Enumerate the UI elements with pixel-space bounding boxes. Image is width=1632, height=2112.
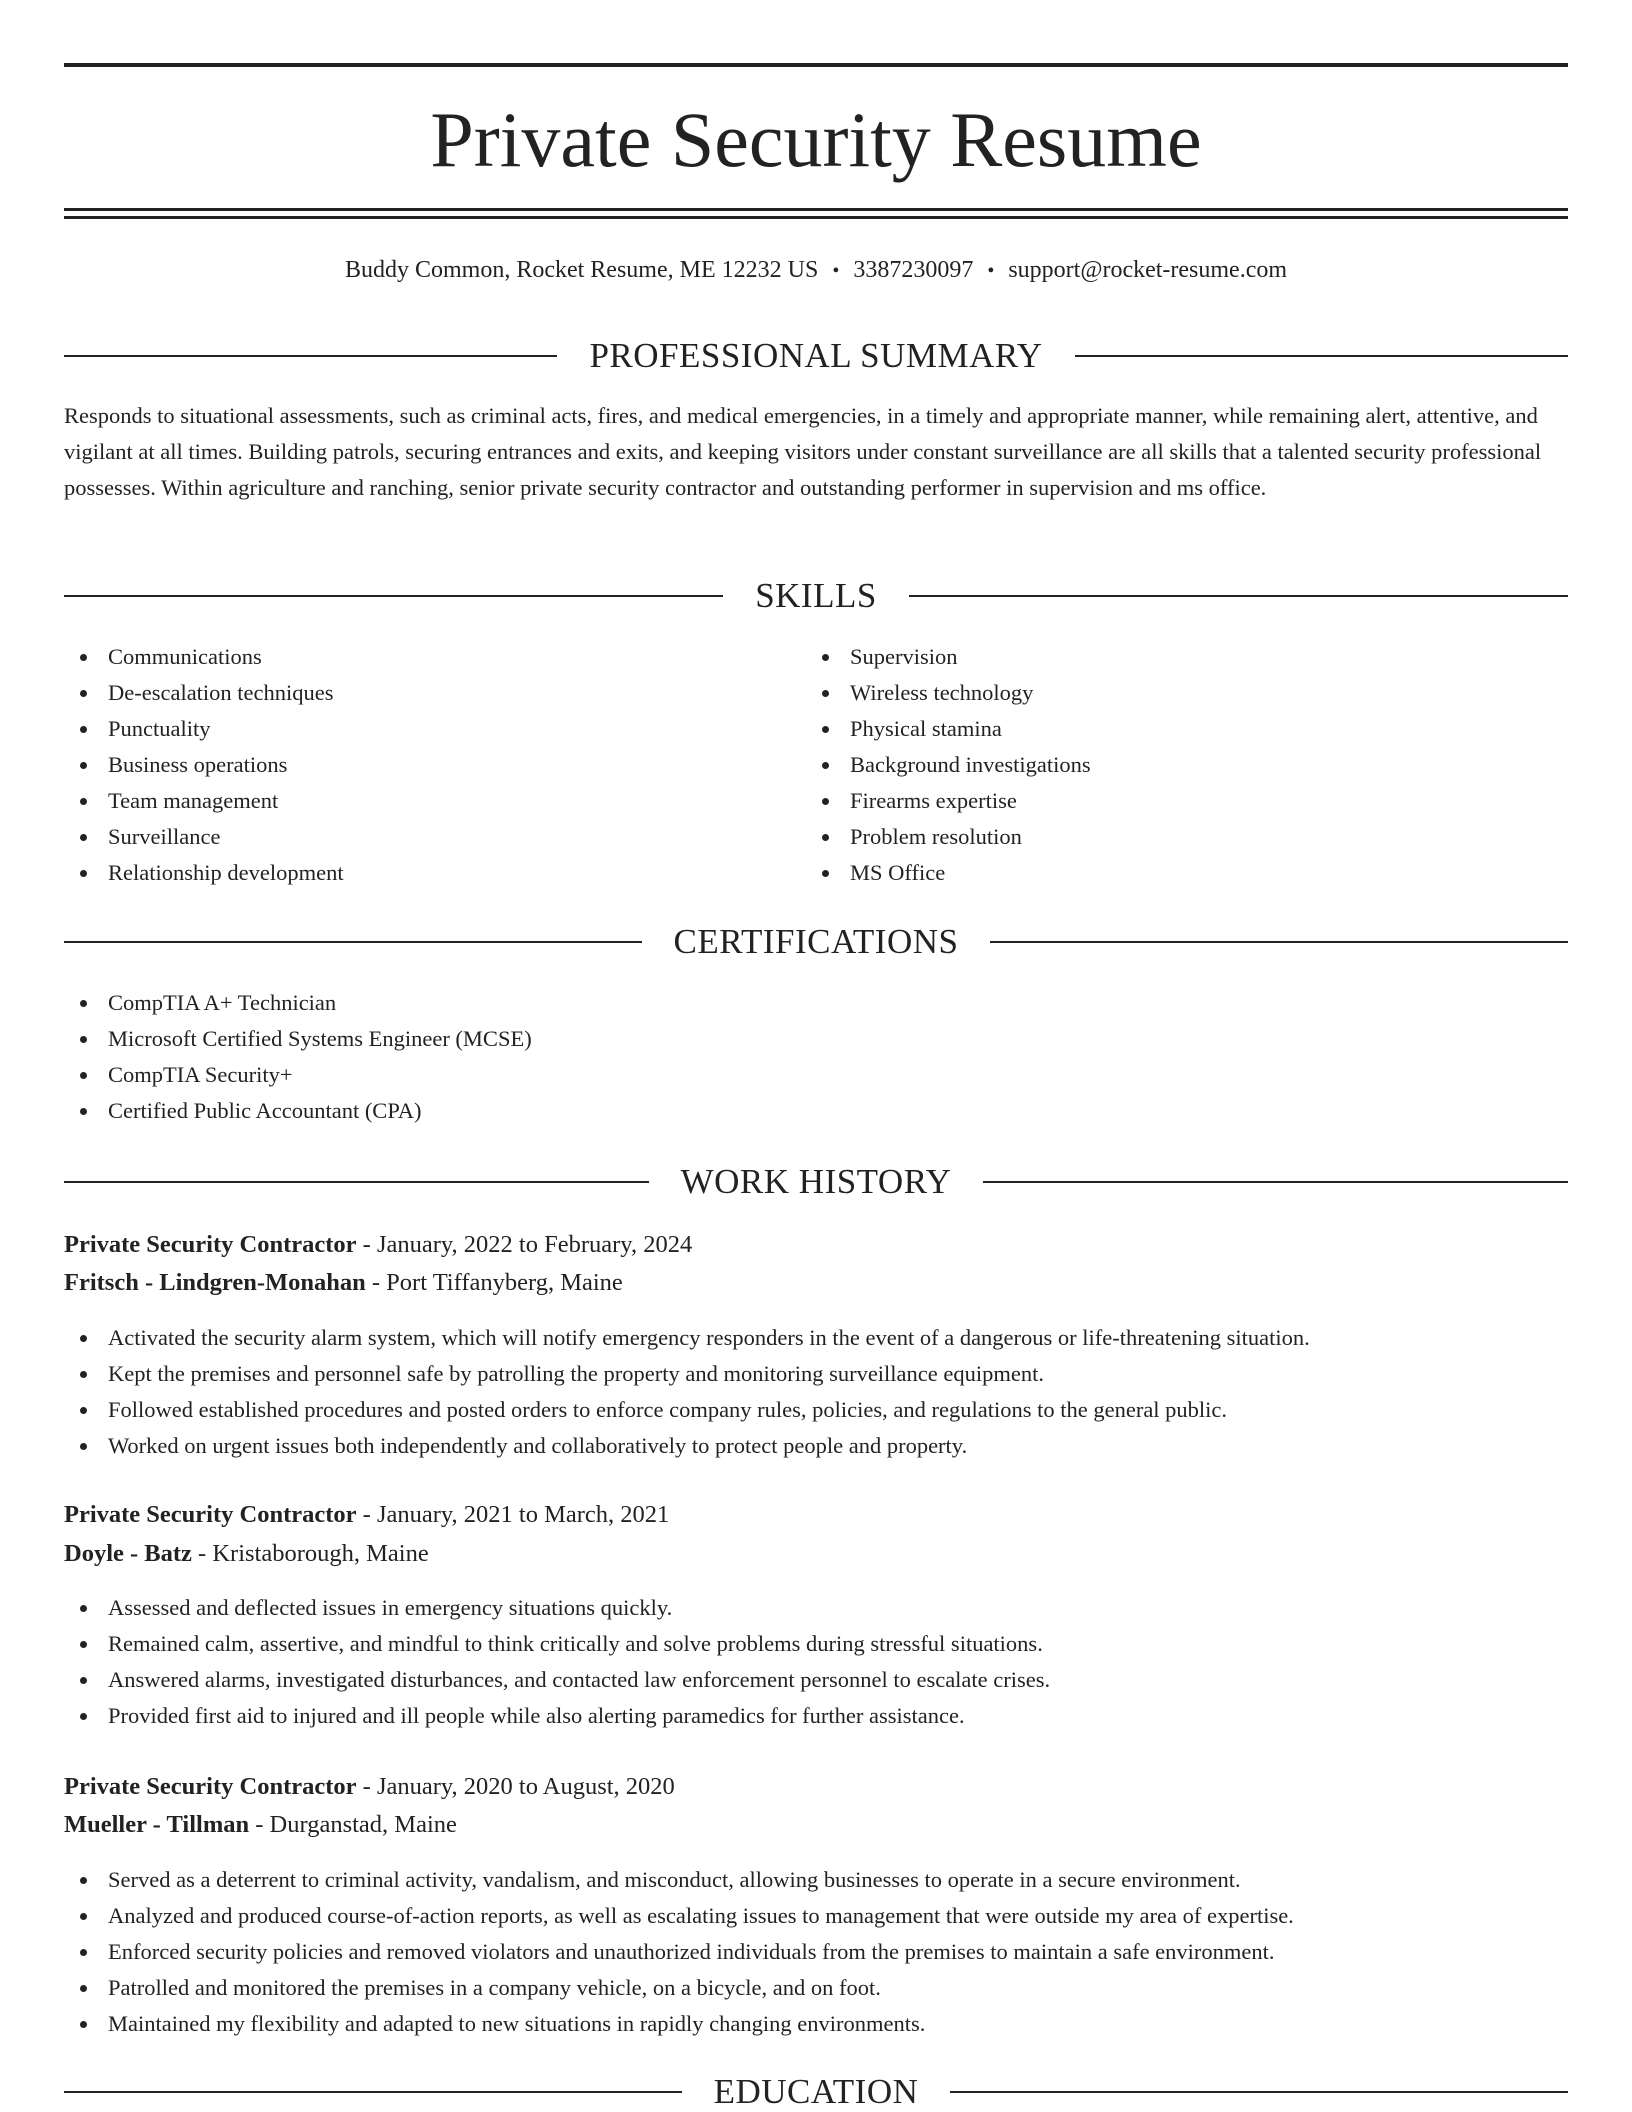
heading-rule-right	[990, 941, 1568, 943]
section-title: SKILLS	[755, 576, 877, 615]
header-double-rule-lower	[64, 216, 1568, 219]
certification-item: CompTIA A+ Technician	[64, 985, 532, 1021]
job-title: Private Security Contractor	[64, 1773, 357, 1800]
job-title-line: Private Security Contractor - January, 2020 to August, 2020	[64, 1773, 675, 1800]
job-title: Private Security Contractor	[64, 1501, 357, 1528]
section-heading-work-history	[64, 1162, 1568, 1202]
job-duty-item: Enforced security policies and removed violators and unauthorized individuals from the premises to maintain a safe environment.	[64, 1934, 1294, 1970]
contact-separator: •	[987, 260, 995, 282]
skill-item: Punctuality	[64, 711, 344, 747]
job-location: Durganstad, Maine	[269, 1811, 457, 1838]
section-title: PROFESSIONAL SUMMARY	[589, 336, 1043, 375]
job-dates: January, 2020 to August, 2020	[376, 1773, 675, 1800]
header-top-rule	[64, 63, 1568, 67]
job-company-line: Fritsch - Lindgren-Monahan - Port Tiffanyberg, Maine	[64, 1269, 623, 1296]
job-duty-item: Maintained my flexibility and adapted to new situations in rapidly changing environments.	[64, 2006, 1294, 2042]
job-duties-list	[64, 1590, 1050, 1734]
job-location: Kristaborough, Maine	[212, 1540, 429, 1567]
job-duty-item: Served as a deterrent to criminal activity, vandalism, and misconduct, allowing businesses to operate in a secure environment.	[64, 1862, 1294, 1898]
skill-item: De-escalation techniques	[64, 675, 344, 711]
certification-item: CompTIA Security+	[64, 1057, 532, 1093]
job-duty-item: Provided first aid to injured and ill people while also alerting paramedics for further assistance.	[64, 1698, 1050, 1734]
job-company-line: Mueller - Tillman - Durganstad, Maine	[64, 1811, 457, 1838]
skill-item: Team management	[64, 783, 344, 819]
section-title: EDUCATION	[713, 2072, 919, 2111]
section-heading-skills	[64, 576, 1568, 616]
contact-separator: •	[832, 260, 840, 282]
skill-item: Relationship development	[64, 855, 344, 891]
certifications-list	[64, 985, 532, 1129]
job-duty-item: Analyzed and produced course-of-action reports, as well as escalating issues to management that were outside my area of expertise.	[64, 1898, 1294, 1934]
skill-item: Wireless technology	[806, 675, 1091, 711]
contact-line	[64, 252, 1568, 289]
skills-list-left	[64, 639, 344, 891]
heading-rule-right	[950, 2091, 1568, 2093]
job-duty-item: Kept the premises and personnel safe by patrolling the property and monitoring surveillance equipment.	[64, 1356, 1310, 1392]
heading-rule-right	[1075, 355, 1568, 357]
certification-item: Microsoft Certified Systems Engineer (MCSE)	[64, 1021, 532, 1057]
job-company-line: Doyle - Batz - Kristaborough, Maine	[64, 1540, 429, 1567]
skill-item: Physical stamina	[806, 711, 1091, 747]
section-heading-certifications	[64, 922, 1568, 962]
section-heading-summary	[64, 336, 1568, 376]
summary-text: Responds to situational assessments, such as criminal acts, fires, and medical emergencies, in a timely and appropriate manner, while remaining alert, attentive, and vigilant at all times. Building patrols, securing entrances and exits, and keeping visitors under constant surveillance are all skills that a talented security professional possesses. Within agriculture and ranching, senior private security contractor and outstanding performer in supervision and ms office.	[64, 403, 1542, 500]
skill-item: MS Office	[806, 855, 1091, 891]
section-title: WORK HISTORY	[680, 1162, 952, 1201]
job-company: Doyle - Batz	[64, 1540, 192, 1567]
job-title: Private Security Contractor	[64, 1231, 357, 1258]
job-duty-item: Remained calm, assertive, and mindful to think critically and solve problems during stressful situations.	[64, 1626, 1050, 1662]
skills-list-right	[806, 639, 1091, 891]
job-duty-item: Followed established procedures and posted orders to enforce company rules, policies, and regulations to the general public.	[64, 1392, 1310, 1428]
job-duty-item: Activated the security alarm system, which will notify emergency responders in the event of a dangerous or life-threatening situation.	[64, 1320, 1310, 1356]
certification-item: Certified Public Accountant (CPA)	[64, 1093, 532, 1129]
section-title: CERTIFICATIONS	[673, 922, 959, 961]
job-title-line: Private Security Contractor - January, 2022 to February, 2024	[64, 1231, 693, 1258]
job-duty-item: Patrolled and monitored the premises in a company vehicle, on a bicycle, and on foot.	[64, 1970, 1294, 2006]
job-location: Port Tiffanyberg, Maine	[386, 1269, 623, 1296]
contact-phone: 3387230097	[853, 257, 974, 283]
job-title-line: Private Security Contractor - January, 2021 to March, 2021	[64, 1501, 670, 1528]
resume-title: Private Security Resume	[430, 96, 1202, 183]
skill-item: Communications	[64, 639, 344, 675]
skill-item: Background investigations	[806, 747, 1091, 783]
contact-address: Buddy Common, Rocket Resume, ME 12232 US	[344, 257, 819, 283]
skill-item: Business operations	[64, 747, 344, 783]
heading-rule-left	[64, 595, 723, 597]
job-company: Fritsch - Lindgren-Monahan	[64, 1269, 366, 1296]
section-heading-education	[64, 2072, 1568, 2112]
job-dates: January, 2021 to March, 2021	[376, 1501, 670, 1528]
job-duties-list	[64, 1862, 1294, 2042]
contact-email[interactable]: support@rocket-resume.com	[1008, 257, 1288, 283]
job-duty-item: Answered alarms, investigated disturbances, and contacted law enforcement personnel to escalate crises.	[64, 1662, 1050, 1698]
job-duties-list	[64, 1320, 1310, 1464]
job-company: Mueller - Tillman	[64, 1811, 250, 1838]
heading-rule-left	[64, 355, 557, 357]
job-duty-item: Assessed and deflected issues in emergency situations quickly.	[64, 1590, 1050, 1626]
skill-item: Firearms expertise	[806, 783, 1091, 819]
header-double-rule-upper	[64, 208, 1568, 211]
heading-rule-right	[909, 595, 1568, 597]
heading-rule-left	[64, 941, 642, 943]
skill-item: Supervision	[806, 639, 1091, 675]
heading-rule-right	[983, 1181, 1568, 1183]
job-duty-item: Worked on urgent issues both independently and collaboratively to protect people and property.	[64, 1428, 1310, 1464]
skill-item: Problem resolution	[806, 819, 1091, 855]
heading-rule-left	[64, 2091, 682, 2093]
heading-rule-left	[64, 1181, 649, 1183]
job-dates: January, 2022 to February, 2024	[376, 1231, 693, 1258]
skill-item: Surveillance	[64, 819, 344, 855]
